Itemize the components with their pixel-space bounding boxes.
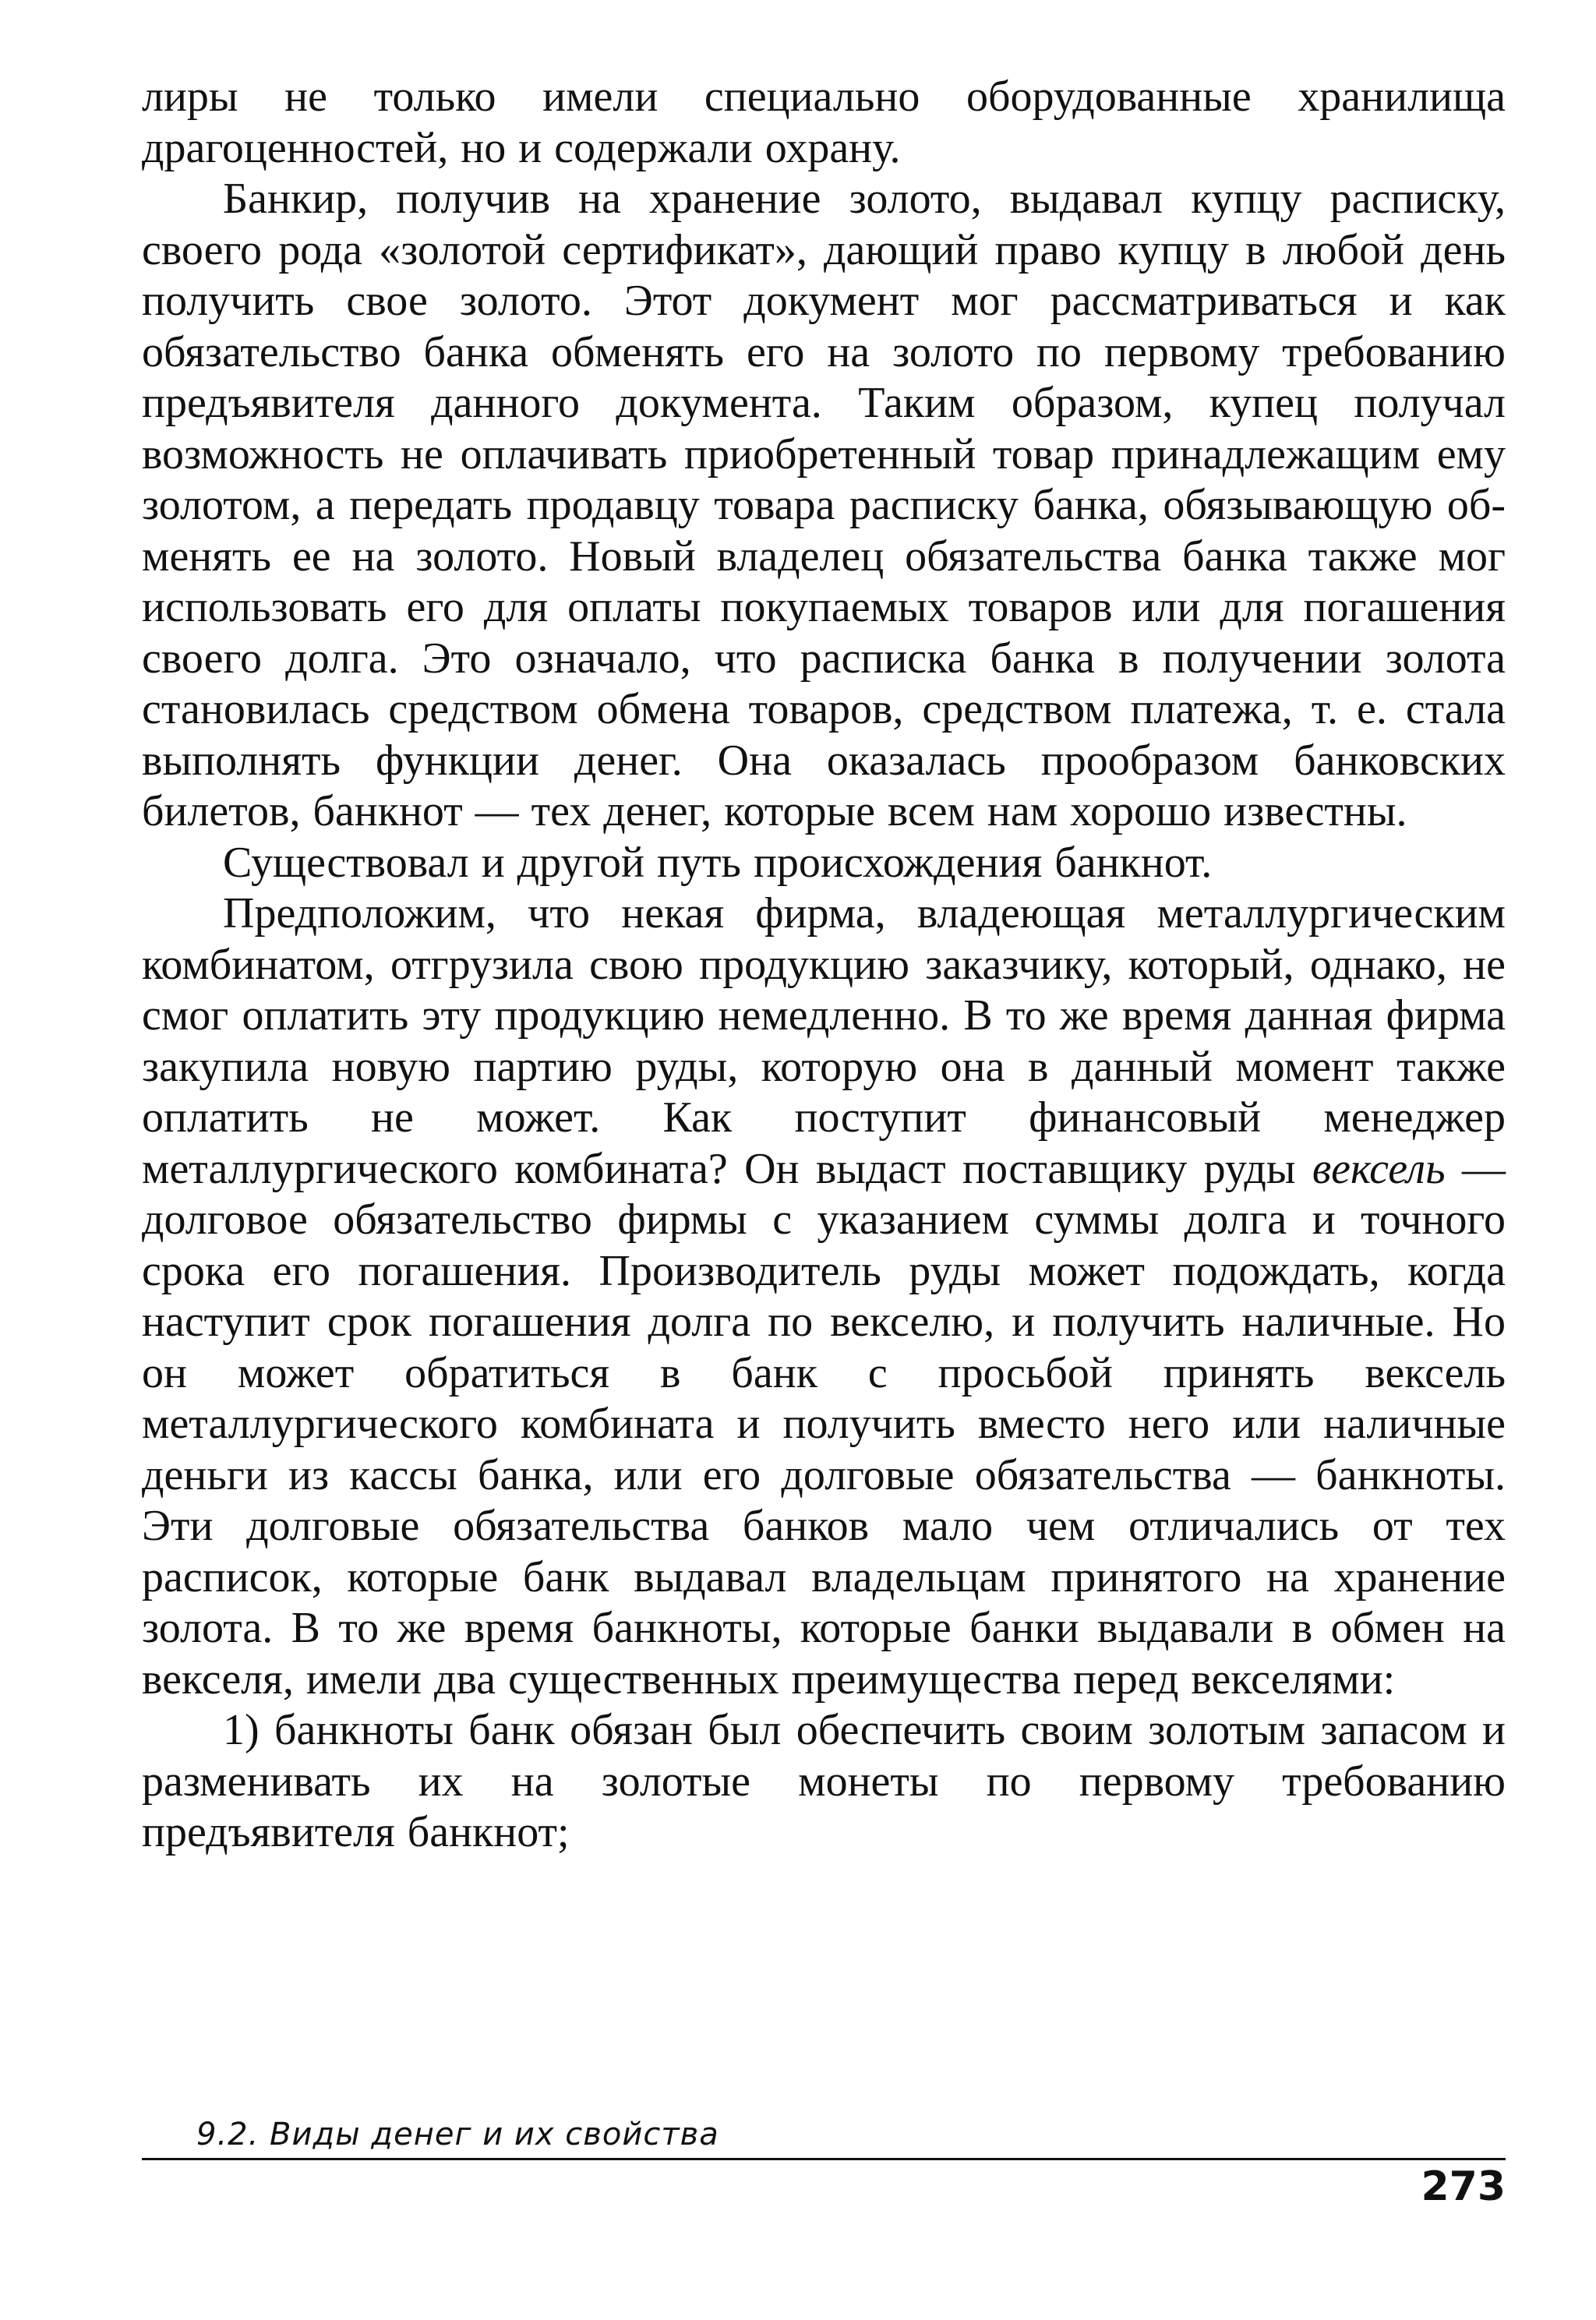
term-veksel: вексель [1312,1144,1446,1193]
paragraph-text-before-term: Предположим, что некая фирма, владеющая металлургическим комбинатом, отгрузила свою продукцию заказчику, который, однако, не смог оплатить эту продукцию немедленно. В то же время данная фирма закупила новую партию руды, которую она в данный момент также оплатить не может. Как поступит финансовый менеджер металлургического комбината? Он выдаст поставщику руды [142,889,1506,1193]
footer-running-head [142,2116,1506,2160]
paragraph-text-after-term: — долговое обязательство фирмы с указанием суммы долга и точного срока его погашения. Производитель руды может подождать, когда наступит срок погашения долга по векселю, и получить наличные. Но он может обратиться в банк с просьбой принять вексель металлургического комбината и получить вместо него или наличные деньги из кассы банка, или его долговые обязательства — банкноты. Эти долговые обязательства банков мало чем отличались от тех расписок, которые банк выдавал владельцам принятого на хранение золота. В то же время банкноты, которые банки выдавали в обмен на векселя, имели два существенных преимущества перед векселями: [142,1144,1506,1704]
paragraph-continuation: лиры не только имели специально оборудованные хранилища драгоценностей, но и содержали охрану. [142,72,1506,172]
paragraph-bill-of-exchange [142,888,1506,1705]
page-number: 273 [1421,2163,1506,2210]
page-body [142,72,1506,1859]
paragraph-another-path: Существовал и другой путь происхождения банкнот. [223,838,1213,887]
list-item-1: 1) банкноты банк обязан был обеспечить своим золотым запасом и разменивать их на золотые монеты по первому требованию предъявителя банкнот; [142,1706,1506,1856]
paragraph-gold-certificate: Банкир, получив на хранение золото, выдавал купцу расписку, своего рода «золотой сертификат», дающий право купцу в любой день получить свое золото. Этот документ мог рассматриваться и как обязательство банка обменять его на золото по первому требованию предъявителя данного документа. Таким образом, купец получал возможность не оплачивать приобретенный товар принадлежащим ему золотом, а передать продавцу товара расписку банка, обязывающую обменять ее на золото. Новый владелец обязательства банка также мог использовать его для оплаты покупаемых товаров или для погашения своего долга. Это означало, что расписка банка в получении золота становилась средством обмена товаров, средством платежа, т. е. стала выполнять функции денег. Она оказалась прообразом банковских билетов, банкнот — тех денег, которые всем нам хорошо известны. [142,175,1506,835]
running-title: 9.2. Виды денег и их свойства [196,2117,719,2152]
